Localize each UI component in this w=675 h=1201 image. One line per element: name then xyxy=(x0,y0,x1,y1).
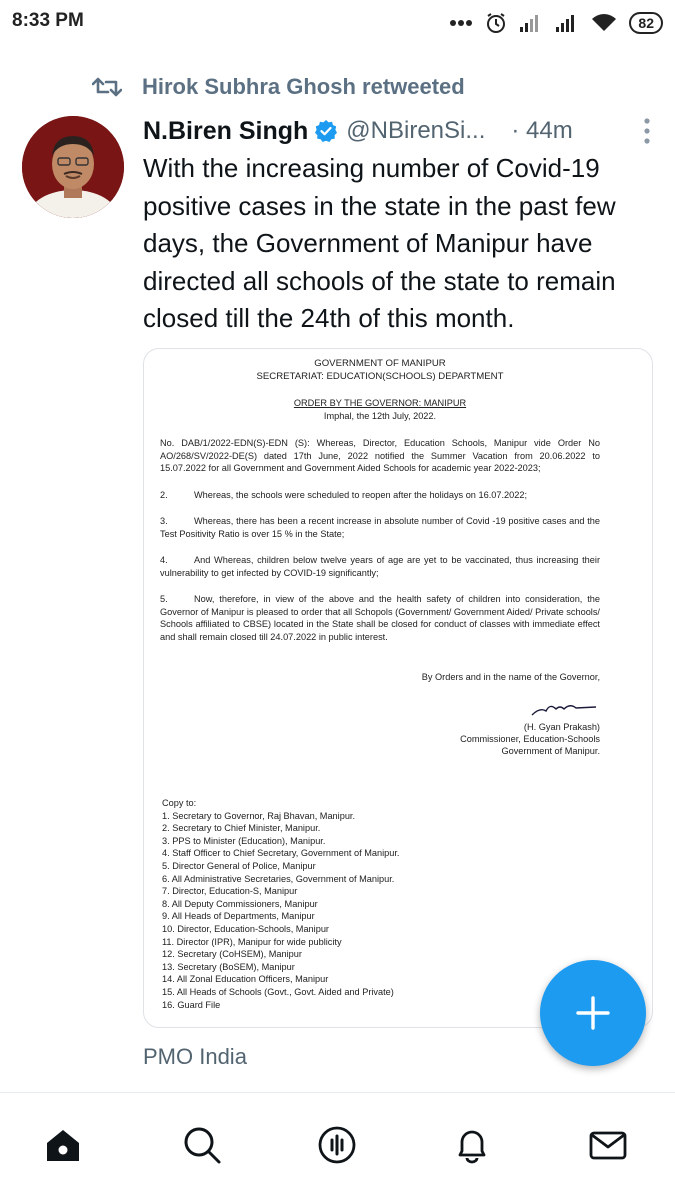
tweet-text: With the increasing number of Covid-19 positive cases in the state in the past few days, the Government of Manipur have directed all schools of the state to remain closed till the 24th of this month. xyxy=(143,153,616,333)
doc-copy-item: 12. Secretary (CoHSEM), Manipur xyxy=(162,949,302,960)
doc-para-3-num: 3. xyxy=(160,516,168,526)
doc-para-4-text: And Whereas, children below twelve years of age are yet to be vaccinated, thus increasing their vulnerability to get infected by COVID-19 significantly; xyxy=(160,555,600,578)
signal-icon xyxy=(519,13,543,33)
doc-copy-item: 5. Director General of Police, Manipur xyxy=(162,860,316,871)
doc-para-2 xyxy=(160,489,600,502)
tweet-header xyxy=(143,114,653,148)
home-icon xyxy=(43,1125,83,1165)
avatar-image xyxy=(22,116,124,218)
doc-copy-item: 8. All Deputy Commissioners, Manipur xyxy=(162,898,318,909)
doc-copy-list xyxy=(162,797,399,1011)
doc-signatory-title: Commissioner, Education-Schools xyxy=(460,734,600,744)
doc-para-4-num: 4. xyxy=(160,555,168,565)
doc-copy-item: 16. Guard File xyxy=(162,999,221,1010)
doc-copy-item: 3. PPS to Minister (Education), Manipur. xyxy=(162,835,326,846)
nav-search[interactable] xyxy=(180,1123,224,1167)
doc-para-1: No. DAB/1/2022-EDN(S)-EDN (S): Whereas, Director, Education Schools, Manipur vide Order No AO/268/SV/2022-DE(S) dated 17th June, 2022 notified the Summer Vacation from 20.06.2022 to 15.07.2022 for all Government and Government Aided Schools for academic year 2022-2023; xyxy=(160,438,600,473)
doc-signatory-name: (H. Gyan Prakash) xyxy=(523,722,600,732)
nav-spaces[interactable] xyxy=(315,1123,359,1167)
verified-badge-icon xyxy=(314,119,338,143)
retweet-icon xyxy=(92,75,122,99)
signal-icon-2 xyxy=(555,13,579,33)
more-vertical-icon[interactable] xyxy=(641,116,653,146)
doc-copy-to: Copy to: xyxy=(162,798,197,808)
compose-plus-icon xyxy=(575,995,611,1031)
doc-para-5 xyxy=(160,593,600,643)
dots-icon xyxy=(449,19,473,27)
doc-copy-item: 9. All Heads of Departments, Manipur xyxy=(162,911,315,922)
doc-order-title: ORDER BY THE GOVERNOR: MANIPUR xyxy=(293,398,467,408)
doc-copy-item: 6. All Administrative Secretaries, Government of Manipur. xyxy=(162,873,395,884)
doc-para-4 xyxy=(160,554,600,579)
spaces-icon xyxy=(317,1125,357,1165)
doc-date: Imphal, the 12th July, 2022. xyxy=(323,411,437,421)
retweet-context[interactable] xyxy=(92,72,465,102)
compose-tweet-button[interactable] xyxy=(540,960,646,1066)
document-content xyxy=(160,357,600,757)
retweet-text: Hirok Subhra Ghosh retweeted xyxy=(142,74,465,99)
doc-copy-item: 10. Director, Education-Schools, Manipur xyxy=(162,923,329,934)
doc-copy-item: 2. Secretary to Chief Minister, Manipur. xyxy=(162,823,321,834)
doc-signatory-org: Government of Manipur. xyxy=(501,746,600,756)
doc-para-3 xyxy=(160,515,600,540)
status-time: 8:33 PM xyxy=(12,10,84,31)
doc-copy-item: 14. All Zonal Education Officers, Manipur xyxy=(162,974,329,985)
handle[interactable]: @NBirenSi... xyxy=(346,117,486,144)
nav-home[interactable] xyxy=(41,1123,85,1167)
doc-copy-item: 11. Director (IPR), Manipur for wide publicity xyxy=(162,936,342,947)
doc-para-2-num: 2. xyxy=(160,489,168,500)
doc-para-5-num: 5. xyxy=(160,594,168,604)
alarm-icon xyxy=(485,12,507,34)
avatar[interactable] xyxy=(22,116,124,218)
status-icons xyxy=(449,10,663,36)
battery-indicator: 82 xyxy=(629,12,663,34)
doc-copy-item: 13. Secretary (BoSEM), Manipur xyxy=(162,961,295,972)
display-name[interactable]: N.Biren Singh xyxy=(143,116,309,145)
doc-copy-item: 1. Secretary to Governor, Raj Bhavan, Manipur. xyxy=(162,810,356,821)
bottom-navigation xyxy=(0,1092,675,1201)
doc-header-2: SECRETARIAT: EDUCATION(SCHOOLS) DEPARTMENT xyxy=(256,371,504,382)
doc-header-1: GOVERNMENT OF MANIPUR xyxy=(314,358,446,369)
signature-image xyxy=(530,699,600,719)
doc-copy-item: 7. Director, Education-S, Manipur xyxy=(162,886,298,897)
doc-copy-item: 15. All Heads of Schools (Govt., Govt. Aided and Private) xyxy=(162,986,394,997)
messages-icon xyxy=(588,1125,628,1165)
wifi-icon xyxy=(591,13,617,33)
doc-copy-item: 4. Staff Officer to Chief Secretary, Government of Manipur. xyxy=(162,848,400,859)
attached-document-image[interactable] xyxy=(143,348,653,1028)
tweet-source[interactable]: PMO India xyxy=(143,1044,247,1069)
search-icon xyxy=(182,1125,222,1165)
doc-by-orders: By Orders and in the name of the Governor, xyxy=(421,672,600,682)
notifications-icon xyxy=(452,1125,492,1165)
nav-messages[interactable] xyxy=(586,1123,630,1167)
tweet-time: · 44m xyxy=(511,117,573,144)
status-bar xyxy=(0,0,675,48)
doc-para-3-text: Whereas, there has been a recent increase in absolute number of Covid -19 positive cases and the Test Positivity Ratio is over 15 % in the State; xyxy=(160,516,600,539)
doc-para-2-text: Whereas, the schools were scheduled to reopen after the holidays on 16.07.2022; xyxy=(194,489,528,500)
doc-signature xyxy=(160,699,600,721)
nav-notifications[interactable] xyxy=(450,1123,494,1167)
doc-para-5-text: Now, therefore, in view of the above and the health safety of children into consideration, the Governor of Manipur is pleased to order that all Schopols (Government/ Government Aided/ Private schools/ Schools affiliated to CBSE) located in the State shall be closed for conduct of classes with immediate effect and shall remain closed till 24.07.2022 in public interest. xyxy=(160,594,600,642)
